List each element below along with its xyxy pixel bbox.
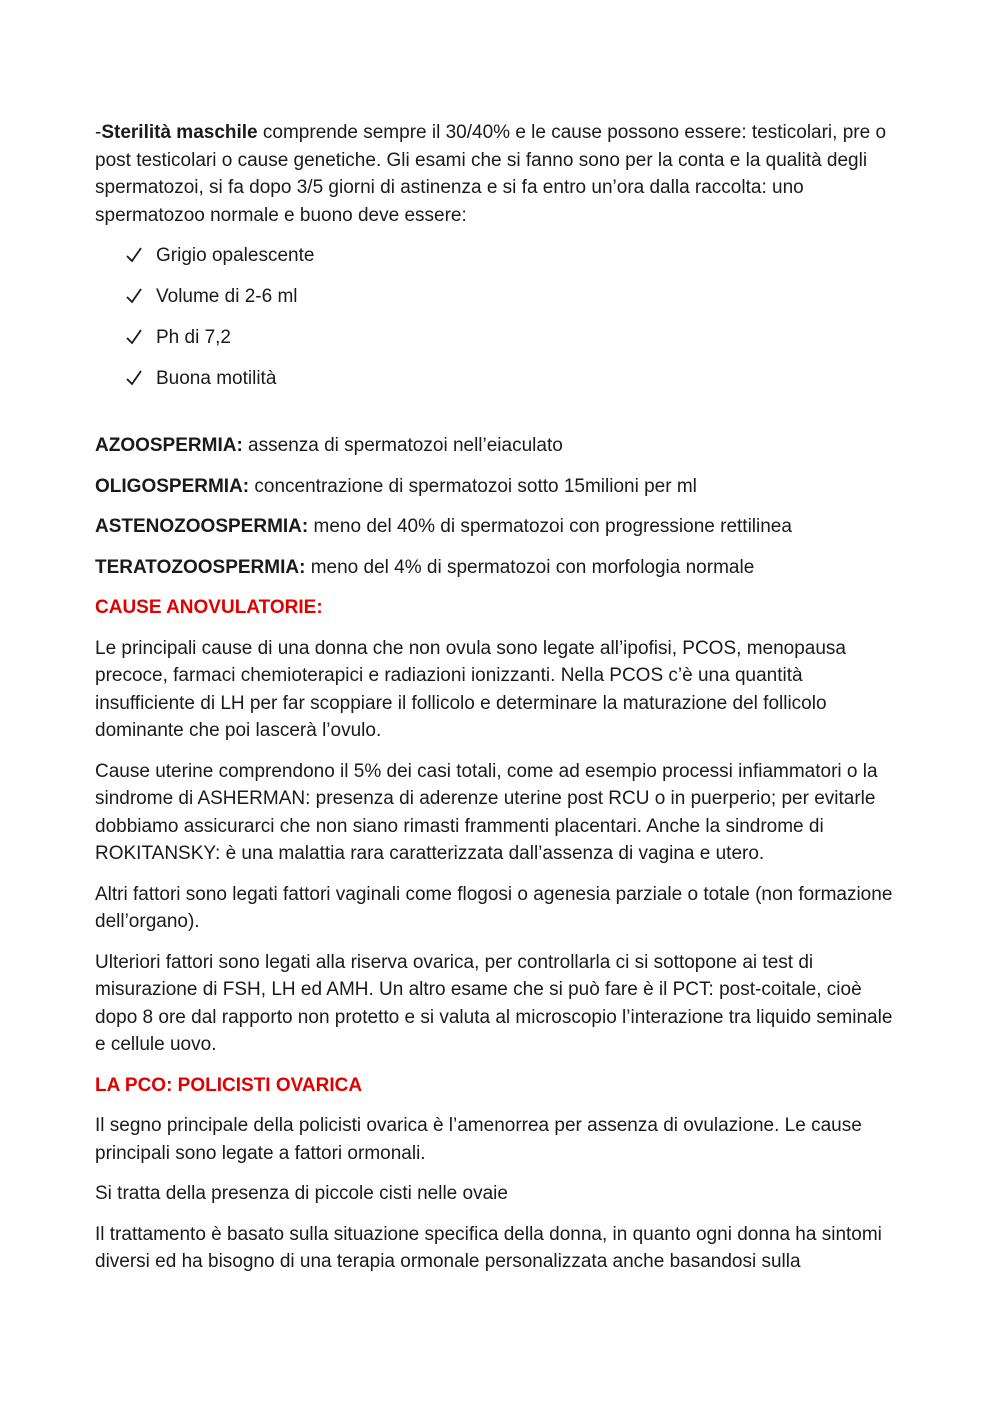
checkmark-icon [125,365,143,392]
checklist-item-label: Buona motilità [156,368,277,389]
checkmark-icon [125,324,143,351]
intro-paragraph [95,119,907,229]
definition-text: concentrazione di spermatozoi sotto 15milioni per ml [249,475,697,497]
section-heading-cause-anovulatorie: CAUSE ANOVULATORIE: [95,597,323,618]
checklist-item-label: Ph di 7,2 [156,327,231,348]
body-paragraph: Cause uterine comprendono il 5% dei casi totali, come ad esempio processi infiammatori o la sindrome di ASHERMAN: presenza di aderenze uterine post RCU o in puerperio; per evitarle dobbiamo assicurarci che non siano rimasti frammenti placentari. Anche la sindrome di ROKITANSKY: è una malattia rara caratterizzata dall’assenza di vagina e utero. [95,760,878,864]
definition-teratozoospermia [95,554,907,582]
definition-text: meno del 4% di spermatozoi con morfologia normale [305,556,755,578]
checklist [95,242,907,392]
body-paragraph: Il segno principale della policisti ovarica è l’amenorrea per assenza di ovulazione. Le cause principali sono legate a fattori ormonali. [95,1115,862,1164]
checkmark-icon [125,283,143,310]
body-paragraph: Ulteriori fattori sono legati alla riserva ovarica, per controllarla ci si sottopone ai test di misurazione di FSH, LH ed AMH. Un altro esame che si può fare è il PCT: post-coitale, cioè dopo 8 ore dal rapporto non protetto e si valuta al microscopio l’interazione tra liquido seminale e cellule uovo. [95,951,893,1055]
checklist-item [95,242,907,269]
definition-oligospermia [95,473,907,501]
spacer [95,406,907,432]
definition-term: TERATOZOOSPERMIA: [95,556,306,578]
definition-term: ASTENOZOOSPERMIA: [95,516,309,537]
checklist-item [95,283,907,310]
intro-prefix: - [95,122,102,143]
body-paragraph: Si tratta della presenza di piccole cisti nelle ovaie [95,1183,508,1204]
definition-azoospermia [95,432,907,460]
intro-text: comprende sempre il 30/40% e le cause possono essere: testicolari, pre o post testicolari o cause genetiche. Gli esami che si fanno sono per la conta e la qualità degli spermatozoi, si fa dopo 3/5 giorni di astinenza e si fa entro un’ora dalla raccolta: uno spermatozoo normale e buono deve essere: [95,122,887,226]
intro-term: Sterilità maschile [101,122,258,143]
definition-term: OLIGOSPERMIA: [95,475,250,497]
section-heading-pco: LA PCO: POLICISTI OVARICA [95,1074,363,1096]
checklist-item-label: Volume di 2-6 ml [156,286,298,307]
definition-text: assenza di spermatozoi nell’eiaculato [242,435,563,456]
definition-text: meno del 40% di spermatozoi con progressione rettilinea [308,516,792,537]
checklist-item-label: Grigio opalescente [156,245,315,266]
body-paragraph: Altri fattori sono legati fattori vaginali come flogosi o agenesia parziale o totale (non formazione dell’organo). [95,883,893,932]
body-paragraph: Le principali cause di una donna che non ovula sono legate all’ipofisi, PCOS, menopausa precoce, farmaci chemioterapici e radiazioni ionizzanti. Nella PCOS c’è una quantità insufficiente di LH per far scoppiare il follicolo e determinare la maturazione del follicolo dominante che poi lascerà l’ovulo. [95,637,846,741]
checklist-item [95,365,907,392]
page-content [95,119,907,1289]
definition-astenozoospermia [95,513,907,541]
checkmark-icon [125,242,143,269]
checklist-item [95,324,907,351]
body-paragraph: Il trattamento è basato sulla situazione specifica della donna, in quanto ogni donna ha sintomi diversi ed ha bisogno di una terapia ormonale personalizzata anche basandosi sulla [95,1223,882,1272]
definition-term: AZOOSPERMIA: [95,435,243,456]
